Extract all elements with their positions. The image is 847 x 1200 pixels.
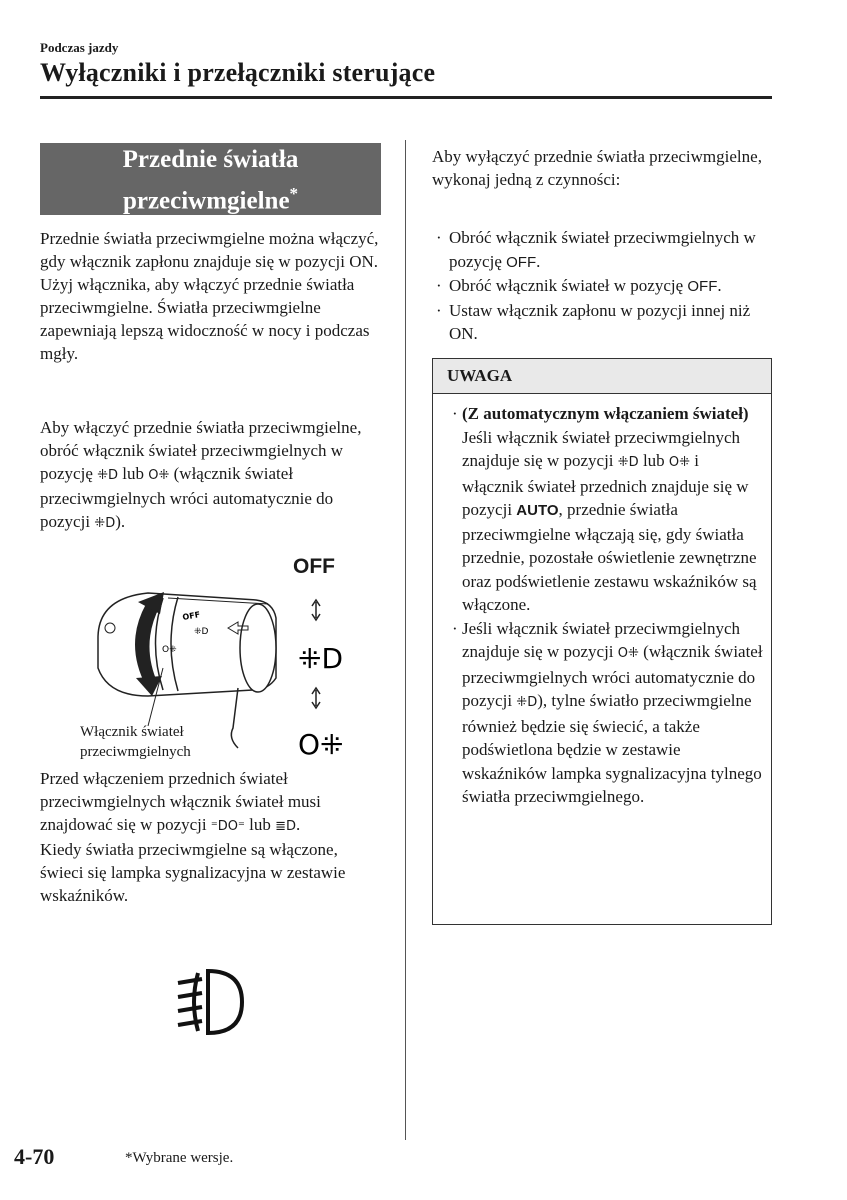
para-precondition-or: lub [249,815,271,834]
para-indicator: Kiedy światła przeciwmgielne są włączone, świeci się lampka sygnalizacyjna w zestawie wskaźników. [40,840,346,905]
front-fog-indicator-icon [170,965,250,1040]
front-fog-icon: ⁜D [516,695,538,710]
turn-off-action-list [432,226,772,346]
note-heading: UWAGA [433,359,771,394]
section-heading [40,143,381,215]
note-text: Jeśli włącznik świateł przeciwmgielnych znajduje się w pozycji [462,618,741,661]
para-precondition-text: Przed włączeniem przednich świateł przeciwmgielnych włącznik świateł musi znajdować się w pozycji [40,769,321,834]
page-title: Wyłączniki i przełączniki sterujące [40,58,436,87]
section-label: Podczas jazdy [40,40,119,55]
note-text: , przednie światła przeciwmgielne włączają się, gdy światła przednie, pozostałe oświetlenie zewnętrzne oraz podświetlenie zestawu wskaźników są włączone. [462,500,757,614]
para-turn-on-or: lub [122,464,144,483]
action-code: OFF [506,253,537,271]
title-rule [40,96,772,99]
switch-caption [80,722,191,762]
list-item [433,402,771,617]
rear-fog-icon: O⁜ [668,455,691,470]
front-fog-icon: ⁜D [617,455,639,470]
auto-position-label: AUTO [516,502,559,519]
rear-fog-icon: O⁜ [617,646,639,661]
caption-line-2: przeciwmgielnych [80,744,191,760]
note-text: (włącznik świateł przeciwmgielnych wróci automatycznie do pozycji [462,642,763,710]
note-list [433,394,771,809]
note-item-title: (Z automatycznym włączaniem świateł) [462,404,749,423]
column-divider [405,140,406,1140]
precondition-paragraph [40,767,385,907]
para-availability: Przednie światła przeciwmgielne można włączyć, gdy włącznik zapłonu znajduje się w pozycji ON. [40,229,379,271]
list-item [432,274,772,299]
rear-fog-position-icon: O⁜ [298,728,344,761]
front-fog-position-icon: ⁜D [298,642,344,675]
note-text: ), tylne światło przeciwmgielne również będzie się świecić, a także podświetlona będzie w zestawie wskaźników lampka sygnalizacyjna tylnego światła przeciwmgielnego. [462,691,762,806]
list-item [432,299,772,346]
front-fog-icon: ⁜D [97,468,119,483]
heading-line-2 [40,177,381,218]
switch-rear-fog-marking: O⁜ [162,645,177,655]
page-number: 4-70 [14,1144,55,1169]
action-end: . [717,276,722,295]
action-text: Obróć włącznik świateł przeciwmgielnych w pozycję [449,228,756,271]
switch-off-marking: OFF [181,610,201,622]
para-turn-on-end: ). [115,512,126,531]
turn-on-paragraph [40,416,385,535]
front-fog-icon: ⁜D [94,516,116,531]
switch-front-fog-marking: ⁜D [194,627,209,637]
heading-line-2-text: przeciwmgielne [122,187,290,215]
para-turn-on-text: Aby włączyć przednie światła przeciwmgielne, obróć włącznik świateł przeciwmgielnych w pozycję [40,418,362,483]
headlight-icon: ≣D [275,819,296,834]
action-end: . [536,251,541,271]
para-precondition-end: . [296,815,301,834]
para-usage: Użyj włącznika, aby włączyć przednie światła przeciwmgielne. Światła przeciwmgielne zapewniają lepszą widoczność w nocy i podczas mgły. [40,275,370,363]
note-text: i włącznik świateł przednich znajduje się w pozycji [462,451,749,519]
intro-paragraph [40,227,385,365]
note-text: lub [642,451,665,470]
action-text: Obróć włącznik świateł w pozycję [449,276,684,295]
para-turn-on-return: (włącznik świateł przeciwmgielnych wróci automatycznie do pozycji [40,464,334,531]
rear-fog-icon: O⁜ [148,468,170,483]
heading-asterisk: * [289,184,299,203]
parking-light-icon: ⁼DO⁼ [210,819,245,834]
caption-line-1: Włącznik świateł [80,724,184,740]
footnote: *Wybrane wersje. [125,1150,234,1166]
note-box [432,358,772,925]
action-code: OFF [687,278,718,295]
note-text: Jeśli włącznik świateł przeciwmgielnych znajduje się w pozycji [462,427,741,470]
action-text: Ustaw włącznik zapłonu w pozycji innej niż ON. [449,300,751,343]
heading-line-1: Przednie światła [122,146,299,173]
list-item [432,226,772,274]
turn-off-intro: Aby wyłączyć przednie światła przeciwmgielne, wykonaj jedną z czynności: [432,147,762,189]
list-item [433,617,771,809]
off-position-label: OFF [293,555,335,578]
